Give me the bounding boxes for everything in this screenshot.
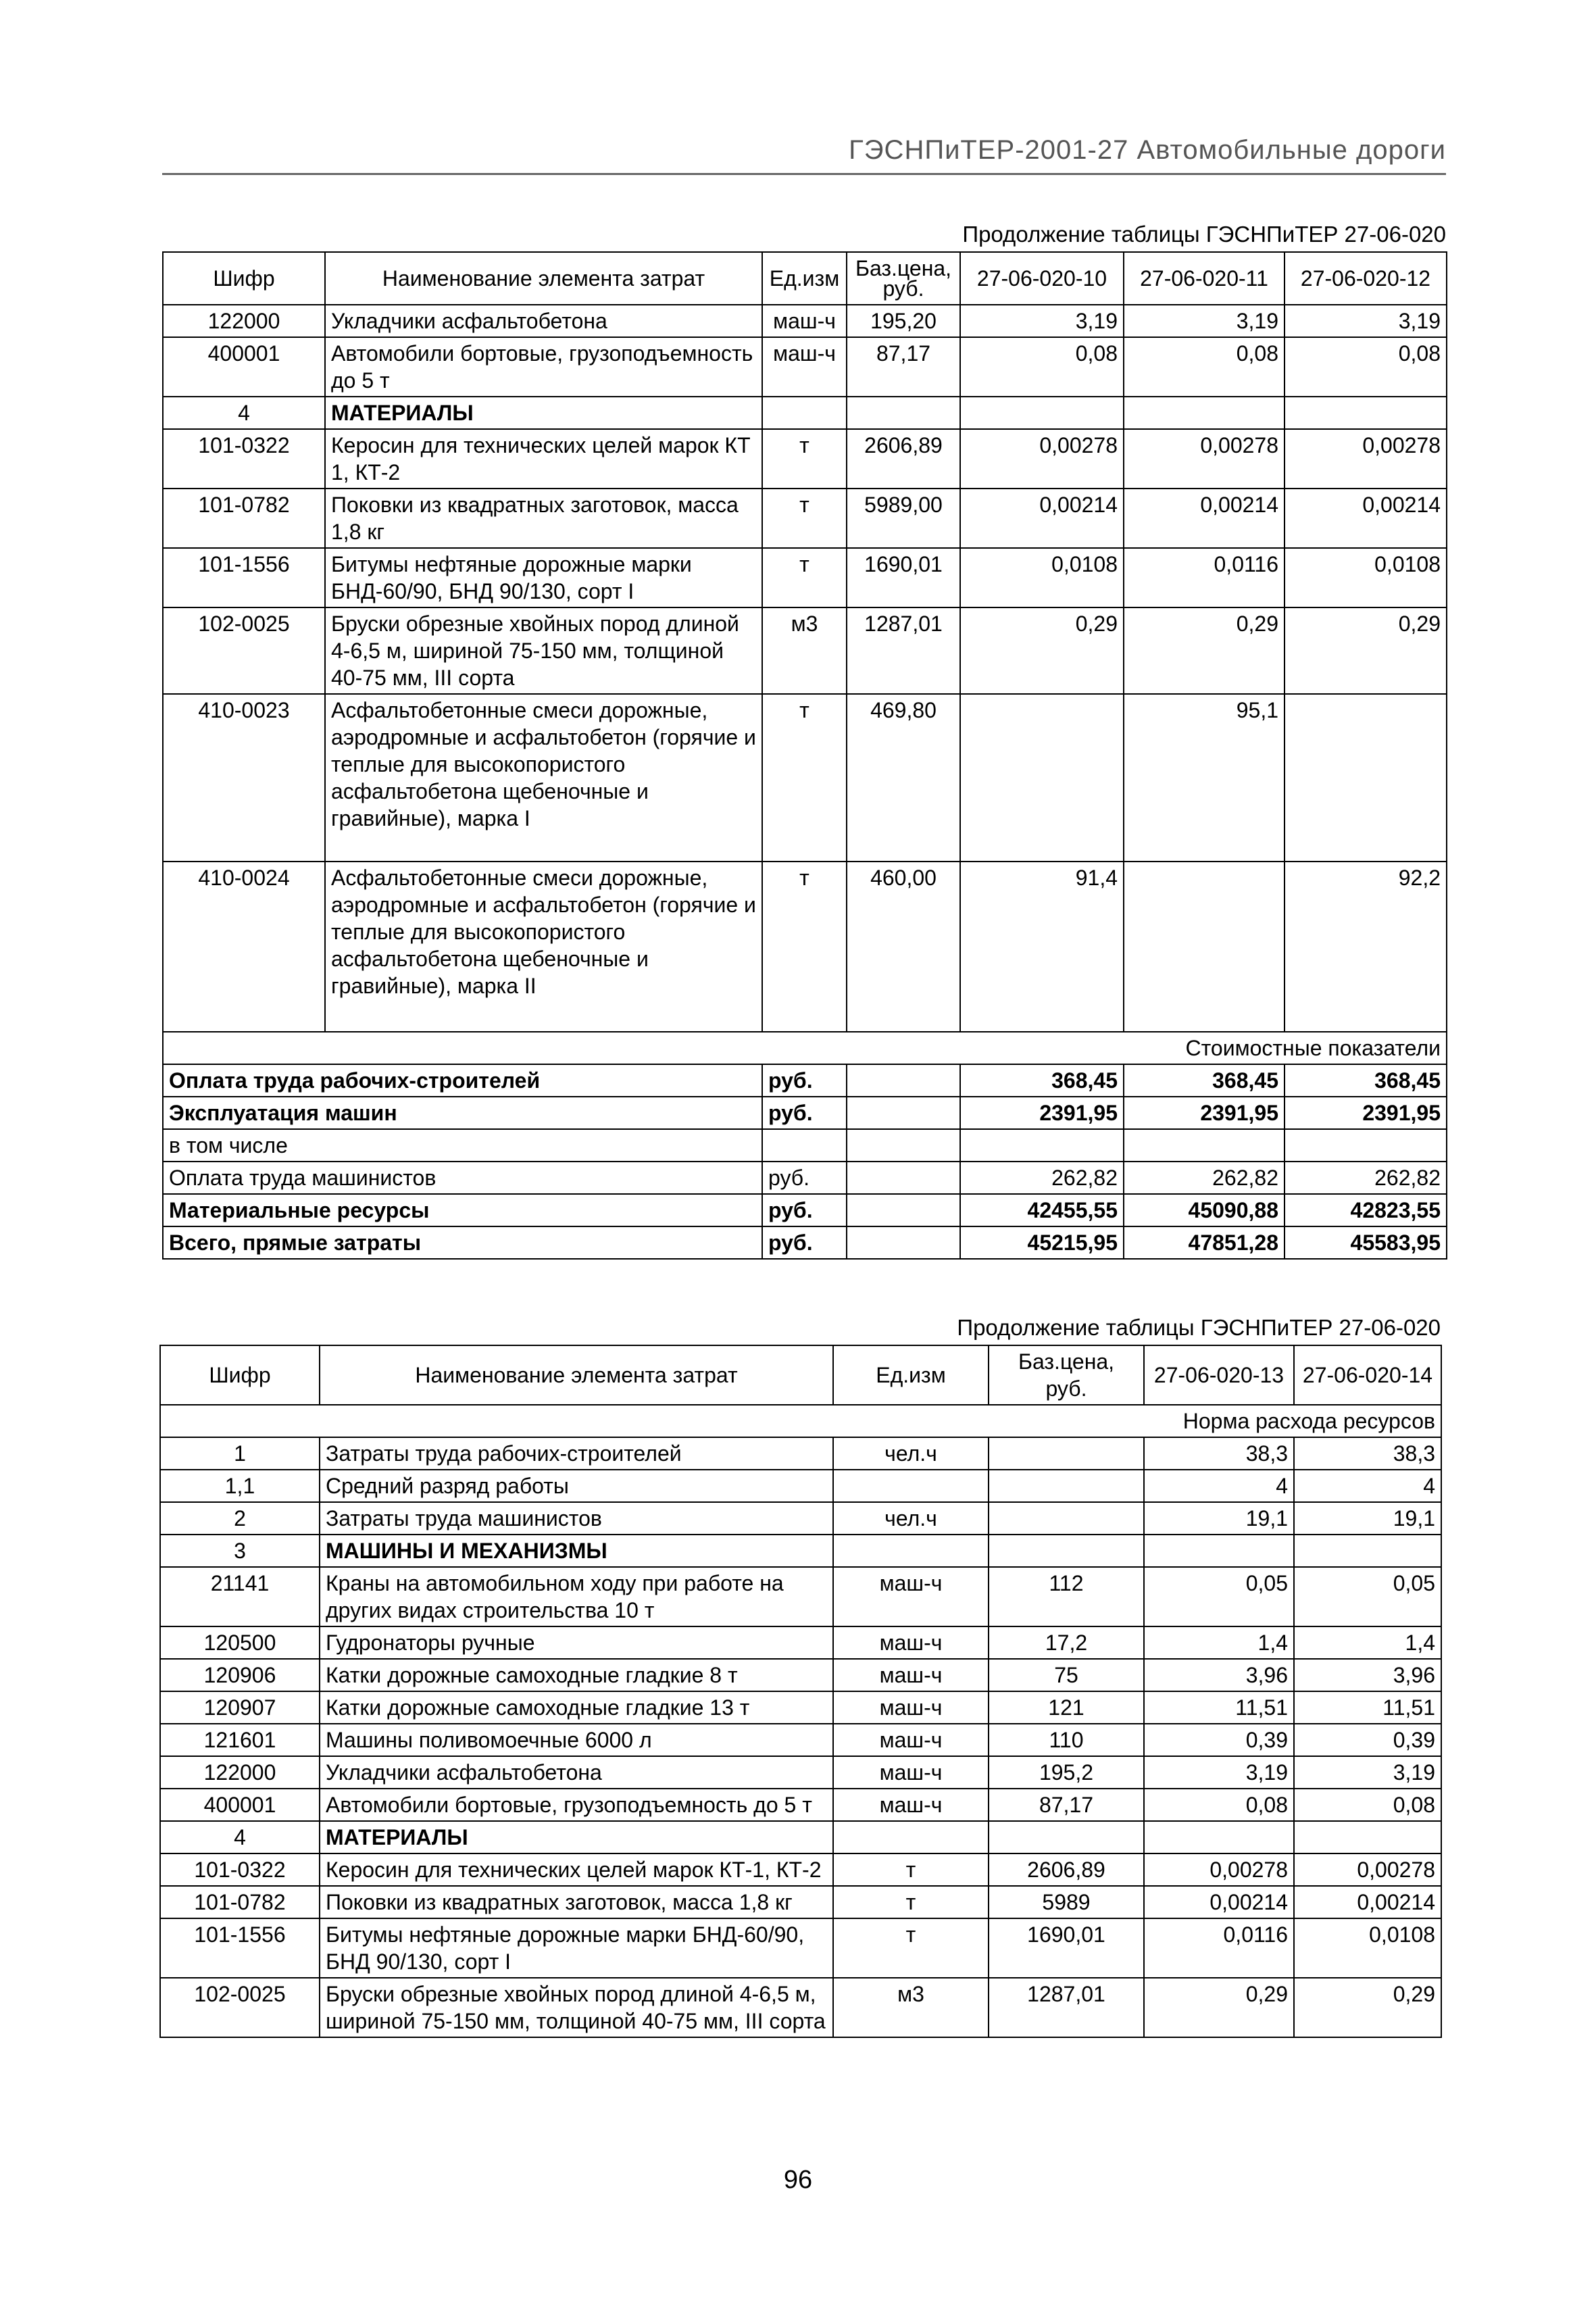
cell-value: 0,08 xyxy=(1285,337,1447,397)
cell-value: 92,2 xyxy=(1285,862,1447,1032)
cell-name: Краны на автомобильном ходу при работе на других видах строительства 10 т xyxy=(320,1567,833,1626)
cell-price: 110 xyxy=(989,1724,1144,1756)
table2 xyxy=(159,1345,1442,2038)
table-row xyxy=(160,1821,1441,1853)
cell-value: 262,82 xyxy=(1285,1162,1447,1194)
cell-value: 11,51 xyxy=(1294,1691,1441,1724)
cell-value: 42823,55 xyxy=(1285,1194,1447,1226)
cell-value: 19,1 xyxy=(1294,1502,1441,1535)
cell-unit: маш-ч xyxy=(833,1567,989,1626)
cell-price: 87,17 xyxy=(989,1789,1144,1821)
cell-price: 87,17 xyxy=(847,337,960,397)
cell-value: 0,05 xyxy=(1294,1567,1441,1626)
cost-row xyxy=(163,1162,1447,1194)
cell-value: 3,19 xyxy=(1144,1756,1294,1789)
table2-header-row xyxy=(160,1345,1441,1405)
cost-empty xyxy=(847,1064,960,1097)
cell-name: Бруски обрезные хвойных пород длиной 4-6,5 м, шириной 75-150 мм, толщиной 40-75 мм, III сорта xyxy=(320,1978,833,2037)
cell-value: 0,29 xyxy=(1144,1978,1294,2037)
cell-value: 0,00214 xyxy=(1124,489,1285,548)
cell-unit: м3 xyxy=(762,607,847,694)
cell-code: 410-0023 xyxy=(163,694,325,862)
cell-value: 0,08 xyxy=(1124,337,1285,397)
cell-value xyxy=(960,397,1124,429)
cell-name: Битумы нефтяные дорожные марки БНД-60/90, БНД 90/130, сорт I xyxy=(325,548,762,607)
table1-header-row xyxy=(163,252,1447,305)
cell-unit xyxy=(833,1535,989,1567)
header-cell: Баз.цена, руб. xyxy=(847,252,960,305)
cell-value: 0,00278 xyxy=(960,429,1124,489)
cell-value: 0,00278 xyxy=(1294,1853,1441,1886)
cell-code: 122000 xyxy=(163,305,325,337)
cell-value: 368,45 xyxy=(960,1064,1124,1097)
cell-price: 75 xyxy=(989,1659,1144,1691)
cell-price: 1690,01 xyxy=(989,1918,1144,1978)
header-cell: Ед.изм xyxy=(833,1345,989,1405)
cell-value: 38,3 xyxy=(1144,1437,1294,1470)
cost-empty xyxy=(847,1097,960,1129)
cost-label-row xyxy=(163,1032,1447,1064)
cell-value: 47851,28 xyxy=(1124,1226,1285,1259)
cell-value: 0,00214 xyxy=(1285,489,1447,548)
cell-price: 1690,01 xyxy=(847,548,960,607)
page-number: 96 xyxy=(783,2166,813,2194)
cell-unit xyxy=(762,397,847,429)
cell-value: 0,08 xyxy=(1294,1789,1441,1821)
cell-value: 0,00214 xyxy=(1294,1886,1441,1918)
cost-unit: руб. xyxy=(762,1064,847,1097)
cell-name: Затраты труда рабочих-строителей xyxy=(320,1437,833,1470)
header-rule xyxy=(162,173,1446,175)
cell-unit: маш-ч xyxy=(833,1626,989,1659)
cell-code: 101-0322 xyxy=(163,429,325,489)
cell-value: 0,00278 xyxy=(1285,429,1447,489)
section-title: МАШИНЫ И МЕХАНИЗМЫ xyxy=(320,1535,833,1567)
cell-name: Асфальтобетонные смеси дорожные, аэродромные и асфальтобетон (горячие и теплые для высокопористого асфальтобетона щебеночные и гравийные), марка II xyxy=(325,862,762,1032)
cell-value: 0,08 xyxy=(1144,1789,1294,1821)
cell-value: 2391,95 xyxy=(960,1097,1124,1129)
cell-name: Машины поливомоечные 6000 л xyxy=(320,1724,833,1756)
cell-price xyxy=(989,1470,1144,1502)
cell-value: 0,08 xyxy=(960,337,1124,397)
cell-value: 0,0108 xyxy=(1285,548,1447,607)
cell-value: 0,00278 xyxy=(1124,429,1285,489)
cell-value: 0,29 xyxy=(1124,607,1285,694)
cell-unit: т xyxy=(833,1853,989,1886)
cost-unit: руб. xyxy=(762,1162,847,1194)
cell-code: 121601 xyxy=(160,1724,320,1756)
cost-empty xyxy=(847,1226,960,1259)
section-title: МАТЕРИАЛЫ xyxy=(320,1821,833,1853)
cost-unit: руб. xyxy=(762,1097,847,1129)
cell-unit: м3 xyxy=(833,1978,989,2037)
table1 xyxy=(162,251,1447,1260)
norm-label: Норма расхода ресурсов xyxy=(160,1405,1441,1437)
cell-name: Поковки из квадратных заготовок, масса 1,8 кг xyxy=(325,489,762,548)
cell-unit: маш-ч xyxy=(833,1691,989,1724)
cell-value: 91,4 xyxy=(960,862,1124,1032)
table-row xyxy=(160,1886,1441,1918)
cell-code: 102-0025 xyxy=(163,607,325,694)
cell-code: 120906 xyxy=(160,1659,320,1691)
header-cell: Шифр xyxy=(163,252,325,305)
cell-value: 95,1 xyxy=(1124,694,1285,862)
cell-price xyxy=(989,1821,1144,1853)
cell-price: 112 xyxy=(989,1567,1144,1626)
cell-value xyxy=(1124,1129,1285,1162)
cell-code: 101-1556 xyxy=(160,1918,320,1978)
cell-name: Бруски обрезные хвойных пород длиной 4-6,5 м, шириной 75-150 мм, толщиной 40-75 мм, III сорта xyxy=(325,607,762,694)
cell-name: Керосин для технических целей марок КТ 1, КТ-2 xyxy=(325,429,762,489)
cell-unit: маш-ч xyxy=(762,305,847,337)
cell-unit xyxy=(833,1821,989,1853)
cost-empty xyxy=(847,1129,960,1162)
cell-name: Катки дорожные самоходные гладкие 8 т xyxy=(320,1659,833,1691)
cost-empty xyxy=(847,1162,960,1194)
table-row xyxy=(160,1535,1441,1567)
cell-name: Автомобили бортовые, грузоподъемность до 5 т xyxy=(320,1789,833,1821)
header-cell: 27-06-020-13 xyxy=(1144,1345,1294,1405)
cost-row xyxy=(163,1194,1447,1226)
table-row xyxy=(163,489,1447,548)
cell-value: 42455,55 xyxy=(960,1194,1124,1226)
cell-price xyxy=(989,1535,1144,1567)
cell-code: 102-0025 xyxy=(160,1978,320,2037)
cell-code: 101-0782 xyxy=(160,1886,320,1918)
cell-code: 3 xyxy=(160,1535,320,1567)
cell-value xyxy=(960,1129,1124,1162)
cell-value: 2391,95 xyxy=(1124,1097,1285,1129)
cell-value: 3,19 xyxy=(1124,305,1285,337)
cell-name: Поковки из квадратных заготовок, масса 1,8 кг xyxy=(320,1886,833,1918)
cell-unit: маш-ч xyxy=(833,1756,989,1789)
cell-code: 122000 xyxy=(160,1756,320,1789)
cell-unit: чел.ч xyxy=(833,1437,989,1470)
cost-row xyxy=(163,1226,1447,1259)
cell-name: Затраты труда машинистов xyxy=(320,1502,833,1535)
cell-unit xyxy=(833,1470,989,1502)
cell-value xyxy=(960,694,1124,862)
table-row xyxy=(163,694,1447,862)
header-title: ГЭСНПиТЕР-2001-27 Автомобильные дороги xyxy=(849,135,1446,165)
cell-value: 0,0116 xyxy=(1124,548,1285,607)
cell-unit: маш-ч xyxy=(762,337,847,397)
cell-value xyxy=(1144,1821,1294,1853)
cell-code: 1 xyxy=(160,1437,320,1470)
cost-empty xyxy=(847,1194,960,1226)
table-row xyxy=(163,862,1447,1032)
table1-caption: Продолжение таблицы ГЭСНПиТЕР 27-06-020 xyxy=(962,222,1446,247)
cell-code: 120907 xyxy=(160,1691,320,1724)
cell-value: 0,0108 xyxy=(960,548,1124,607)
cell-value xyxy=(1124,862,1285,1032)
table-row xyxy=(163,429,1447,489)
cost-name: Материальные ресурсы xyxy=(163,1194,762,1226)
cell-unit: т xyxy=(762,489,847,548)
header-cell: 27-06-020-10 xyxy=(960,252,1124,305)
cell-value: 0,0116 xyxy=(1144,1918,1294,1978)
cell-value xyxy=(1124,397,1285,429)
cell-unit: т xyxy=(833,1886,989,1918)
cell-value xyxy=(1285,397,1447,429)
cell-price: 17,2 xyxy=(989,1626,1144,1659)
cell-name: Асфальтобетонные смеси дорожные, аэродромные и асфальтобетон (горячие и теплые для высокопористого асфальтобетона щебеночные и гравийные), марка I xyxy=(325,694,762,862)
cell-price xyxy=(847,397,960,429)
cell-value: 368,45 xyxy=(1124,1064,1285,1097)
table-row xyxy=(160,1659,1441,1691)
cell-value xyxy=(1294,1535,1441,1567)
table-row xyxy=(160,1502,1441,1535)
table-row xyxy=(160,1724,1441,1756)
table-row xyxy=(160,1626,1441,1659)
cost-unit: руб. xyxy=(762,1194,847,1226)
cell-name: Средний разряд работы xyxy=(320,1470,833,1502)
cell-code: 120500 xyxy=(160,1626,320,1659)
cell-price: 195,20 xyxy=(847,305,960,337)
page-header xyxy=(162,135,1446,176)
cell-unit: чел.ч xyxy=(833,1502,989,1535)
cell-unit: маш-ч xyxy=(833,1789,989,1821)
cell-name: Керосин для технических целей марок КТ-1, КТ-2 xyxy=(320,1853,833,1886)
cost-row xyxy=(163,1097,1447,1129)
cell-value: 45215,95 xyxy=(960,1226,1124,1259)
cell-value: 0,05 xyxy=(1144,1567,1294,1626)
cell-value: 0,39 xyxy=(1294,1724,1441,1756)
cell-unit: т xyxy=(762,429,847,489)
cell-code: 101-1556 xyxy=(163,548,325,607)
cost-name: в том числе xyxy=(163,1129,762,1162)
table-row xyxy=(160,1437,1441,1470)
cell-price: 5989,00 xyxy=(847,489,960,548)
cell-price: 1287,01 xyxy=(989,1978,1144,2037)
cell-value: 45090,88 xyxy=(1124,1194,1285,1226)
cost-label: Стоимостные показатели xyxy=(163,1032,1447,1064)
cell-value: 3,96 xyxy=(1144,1659,1294,1691)
cell-name: Гудронаторы ручные xyxy=(320,1626,833,1659)
table-row xyxy=(160,1470,1441,1502)
cell-code: 4 xyxy=(163,397,325,429)
table-row xyxy=(160,1853,1441,1886)
cell-value: 4 xyxy=(1144,1470,1294,1502)
cell-unit: т xyxy=(762,862,847,1032)
cell-value: 0,29 xyxy=(1294,1978,1441,2037)
cell-price: 1287,01 xyxy=(847,607,960,694)
cell-value: 38,3 xyxy=(1294,1437,1441,1470)
cost-name: Оплата труда рабочих-строителей xyxy=(163,1064,762,1097)
cost-row xyxy=(163,1064,1447,1097)
cell-price xyxy=(989,1502,1144,1535)
cell-code: 2 xyxy=(160,1502,320,1535)
cell-price: 195,2 xyxy=(989,1756,1144,1789)
cell-value: 3,19 xyxy=(960,305,1124,337)
section-title: МАТЕРИАЛЫ xyxy=(325,397,762,429)
cell-value: 19,1 xyxy=(1144,1502,1294,1535)
cell-value: 11,51 xyxy=(1144,1691,1294,1724)
table-row xyxy=(160,1789,1441,1821)
cell-value: 0,0108 xyxy=(1294,1918,1441,1978)
table-row xyxy=(160,1756,1441,1789)
cell-price: 2606,89 xyxy=(847,429,960,489)
table-row xyxy=(160,1978,1441,2037)
table-row xyxy=(163,548,1447,607)
header-cell: Баз.цена, руб. xyxy=(989,1345,1144,1405)
cell-value: 4 xyxy=(1294,1470,1441,1502)
cell-value: 262,82 xyxy=(960,1162,1124,1194)
cell-value xyxy=(1285,1129,1447,1162)
table-row xyxy=(163,607,1447,694)
cost-row xyxy=(163,1129,1447,1162)
cell-value xyxy=(1144,1535,1294,1567)
header-cell: Шифр xyxy=(160,1345,320,1405)
cell-name: Битумы нефтяные дорожные марки БНД-60/90, БНД 90/130, сорт I xyxy=(320,1918,833,1978)
header-cell: 27-06-020-12 xyxy=(1285,252,1447,305)
cell-code: 400001 xyxy=(160,1789,320,1821)
cell-code: 4 xyxy=(160,1821,320,1853)
cell-name: Укладчики асфальтобетона xyxy=(325,305,762,337)
cell-code: 400001 xyxy=(163,337,325,397)
cell-value: 0,29 xyxy=(1285,607,1447,694)
cell-value: 3,96 xyxy=(1294,1659,1441,1691)
cell-code: 1,1 xyxy=(160,1470,320,1502)
cell-value: 0,00278 xyxy=(1144,1853,1294,1886)
table-row xyxy=(163,305,1447,337)
cost-unit: руб. xyxy=(762,1226,847,1259)
cell-value xyxy=(1285,694,1447,862)
table2-caption: Продолжение таблицы ГЭСНПиТЕР 27-06-020 xyxy=(957,1315,1441,1340)
header-cell: 27-06-020-14 xyxy=(1294,1345,1441,1405)
cell-name: Катки дорожные самоходные гладкие 13 т xyxy=(320,1691,833,1724)
header-cell: Наименование элемента затрат xyxy=(320,1345,833,1405)
cell-value: 0,00214 xyxy=(1144,1886,1294,1918)
cell-value: 0,39 xyxy=(1144,1724,1294,1756)
cell-price: 460,00 xyxy=(847,862,960,1032)
cell-price: 2606,89 xyxy=(989,1853,1144,1886)
cell-price: 5989 xyxy=(989,1886,1144,1918)
cell-price: 121 xyxy=(989,1691,1144,1724)
cell-unit: т xyxy=(833,1918,989,1978)
cell-value: 3,19 xyxy=(1285,305,1447,337)
table-row xyxy=(160,1691,1441,1724)
norm-label-row xyxy=(160,1405,1441,1437)
cell-price xyxy=(989,1437,1144,1470)
cost-name: Всего, прямые затраты xyxy=(163,1226,762,1259)
cell-price: 469,80 xyxy=(847,694,960,862)
header-cell: 27-06-020-11 xyxy=(1124,252,1285,305)
cell-value: 0,29 xyxy=(960,607,1124,694)
cost-name: Оплата труда машинистов xyxy=(163,1162,762,1194)
cell-unit: маш-ч xyxy=(833,1659,989,1691)
cell-value: 0,00214 xyxy=(960,489,1124,548)
cost-name: Эксплуатация машин xyxy=(163,1097,762,1129)
cell-unit: т xyxy=(762,694,847,862)
cell-code: 101-0782 xyxy=(163,489,325,548)
cell-unit: т xyxy=(762,548,847,607)
table-row xyxy=(160,1567,1441,1626)
cell-code: 21141 xyxy=(160,1567,320,1626)
cell-value: 262,82 xyxy=(1124,1162,1285,1194)
header-cell: Наименование элемента затрат xyxy=(325,252,762,305)
table-row xyxy=(163,397,1447,429)
header-cell: Ед.изм xyxy=(762,252,847,305)
cell-value xyxy=(1294,1821,1441,1853)
cell-name: Автомобили бортовые, грузоподъемность до 5 т xyxy=(325,337,762,397)
cell-code: 101-0322 xyxy=(160,1853,320,1886)
cell-code: 410-0024 xyxy=(163,862,325,1032)
cost-unit xyxy=(762,1129,847,1162)
table-row xyxy=(160,1918,1441,1978)
cell-name: Укладчики асфальтобетона xyxy=(320,1756,833,1789)
cell-value: 1,4 xyxy=(1294,1626,1441,1659)
cell-unit: маш-ч xyxy=(833,1724,989,1756)
cell-value: 3,19 xyxy=(1294,1756,1441,1789)
table-row xyxy=(163,337,1447,397)
cell-value: 368,45 xyxy=(1285,1064,1447,1097)
cell-value: 2391,95 xyxy=(1285,1097,1447,1129)
cell-value: 1,4 xyxy=(1144,1626,1294,1659)
cell-value: 45583,95 xyxy=(1285,1226,1447,1259)
